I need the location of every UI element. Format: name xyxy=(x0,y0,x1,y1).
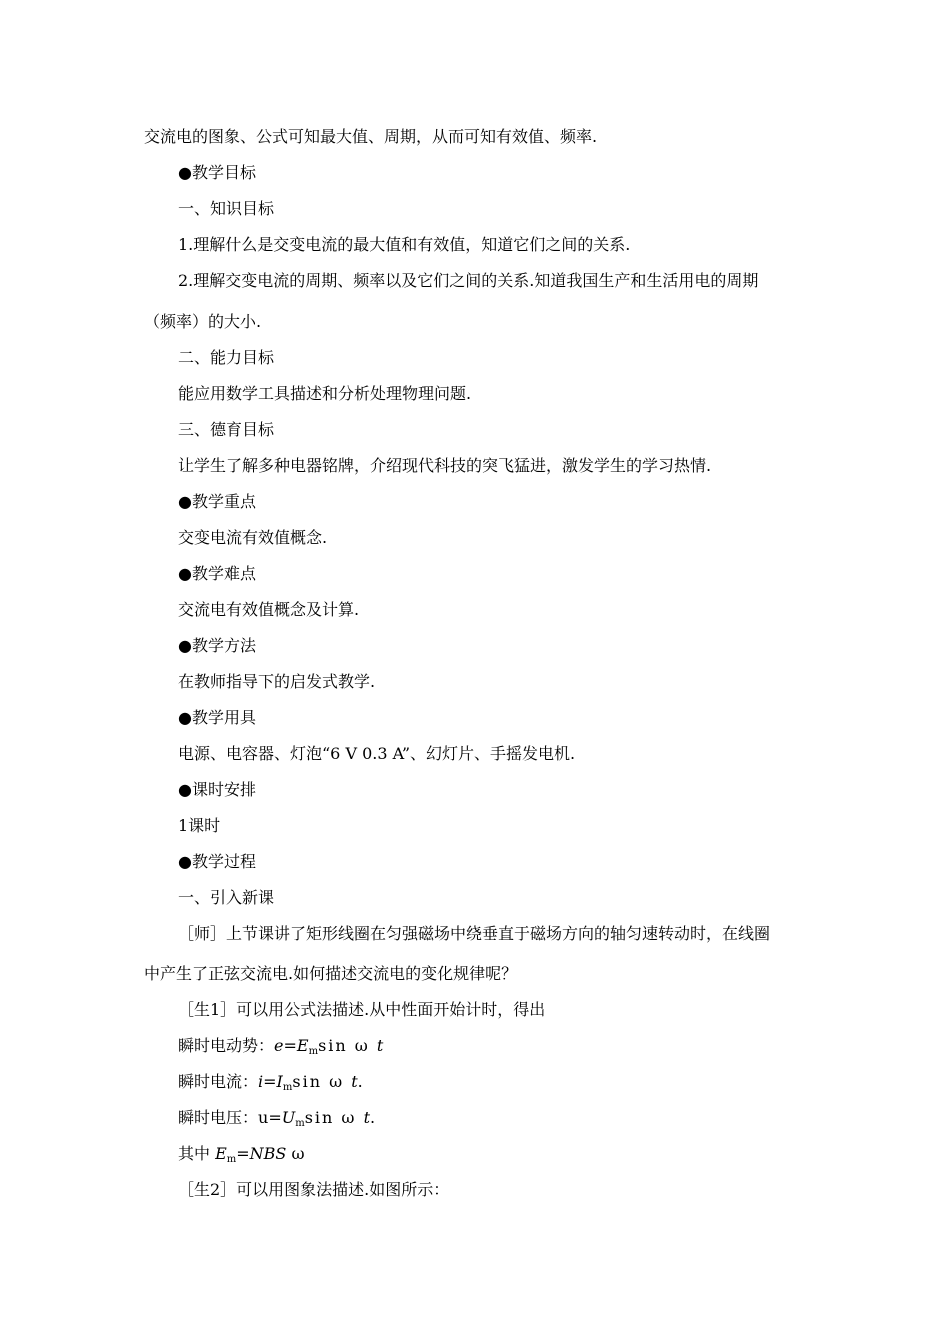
heading-difficulties: ●教学难点 xyxy=(178,564,256,583)
teacher-dialogue-continuation: 中产生了正弦交流电.如何描述交流电的变化规律呢？ xyxy=(144,964,518,983)
formula-text: sin ω xyxy=(292,1072,352,1091)
formula-subscript: m xyxy=(308,1046,319,1057)
formula-subscript: m xyxy=(282,1082,293,1093)
subheading-knowledge-objectives: 一、知识目标 xyxy=(178,199,275,218)
heading-teaching-method: ●教学方法 xyxy=(178,636,256,655)
formula-var: E xyxy=(215,1144,227,1163)
formula-var: t xyxy=(376,1036,384,1055)
ability-objective-text: 能应用数学工具描述和分析处理物理问题. xyxy=(178,384,472,403)
heading-key-points: ●教学重点 xyxy=(178,492,256,511)
formula-text: sin ω xyxy=(318,1036,377,1055)
difficulties-text: 交流电有效值概念及计算. xyxy=(178,600,360,619)
formula-em-definition xyxy=(178,1144,305,1170)
key-points-text: 交变电流有效值概念. xyxy=(178,528,328,547)
subheading-moral-objectives: 三、德育目标 xyxy=(178,420,275,439)
heading-teaching-process: ●教学过程 xyxy=(178,852,256,871)
formula-op: = xyxy=(283,1036,297,1055)
moral-objective-text: 让学生了解多种电器铭牌，介绍现代科技的突飞猛进，激发学生的学习热情. xyxy=(178,456,712,475)
formula-label: 瞬时电压： xyxy=(178,1108,259,1127)
schedule-text: 1课时 xyxy=(178,816,221,835)
formula-var: NBS xyxy=(249,1144,287,1163)
objective-item-1: 1.理解什么是交变电流的最大值和有效值，知道它们之间的关系. xyxy=(178,235,631,254)
formula-var: E xyxy=(296,1036,309,1055)
subheading-ability-objectives: 二、能力目标 xyxy=(178,348,275,367)
formula-instant-emf xyxy=(178,1036,383,1062)
formula-instant-voltage xyxy=(178,1108,375,1134)
student1-dialogue: ［生1］可以用公式法描述.从中性面开始计时，得出 xyxy=(178,1000,546,1019)
formula-label: 其中 xyxy=(178,1144,216,1163)
teaching-method-text: 在教师指导下的启发式教学. xyxy=(178,672,376,691)
formula-end: . xyxy=(370,1108,376,1127)
paragraph-intro-continuation: 交流电的图象、公式可知最大值、周期，从而可知有效值、频率. xyxy=(144,127,598,146)
formula-var: e xyxy=(274,1036,284,1055)
heading-teaching-objectives: ●教学目标 xyxy=(178,163,256,182)
formula-instant-current xyxy=(178,1072,363,1098)
subheading-introduce-lesson: 一、引入新课 xyxy=(178,888,275,907)
formula-op: = xyxy=(263,1072,277,1091)
student2-dialogue: ［生2］可以用图象法描述.如图所示： xyxy=(178,1180,450,1199)
teaching-tools-text: 电源、电容器、灯泡“6 V 0.3 A”、幻灯片、手摇发电机. xyxy=(178,744,576,763)
formula-label: 瞬时电流： xyxy=(178,1072,259,1091)
teacher-dialogue: ［师］上节课讲了矩形线圈在匀强磁场中绕垂直于磁场方向的轴匀速转动时，在线圈 xyxy=(178,924,771,943)
heading-teaching-tools: ●教学用具 xyxy=(178,708,256,727)
formula-var: t xyxy=(363,1108,370,1127)
formula-op: = xyxy=(236,1144,250,1163)
formula-var: i xyxy=(258,1072,264,1091)
objective-item-2: 2.理解交变电流的周期、频率以及它们之间的关系.知道我国生产和生活用电的周期 xyxy=(178,271,759,290)
objective-item-2-continuation: （频率）的大小. xyxy=(144,312,262,331)
formula-var: I xyxy=(276,1072,283,1091)
formula-var: U xyxy=(281,1108,296,1127)
formula-var: t xyxy=(351,1072,358,1091)
heading-schedule: ●课时安排 xyxy=(178,780,256,799)
formula-subscript: m xyxy=(226,1154,237,1165)
formula-text: sin ω xyxy=(304,1108,364,1127)
formula-var: u= xyxy=(258,1108,282,1127)
formula-subscript: m xyxy=(295,1118,305,1129)
formula-text: ω xyxy=(286,1144,305,1163)
formula-label: 瞬时电动势： xyxy=(178,1036,275,1055)
formula-end: . xyxy=(357,1072,363,1091)
